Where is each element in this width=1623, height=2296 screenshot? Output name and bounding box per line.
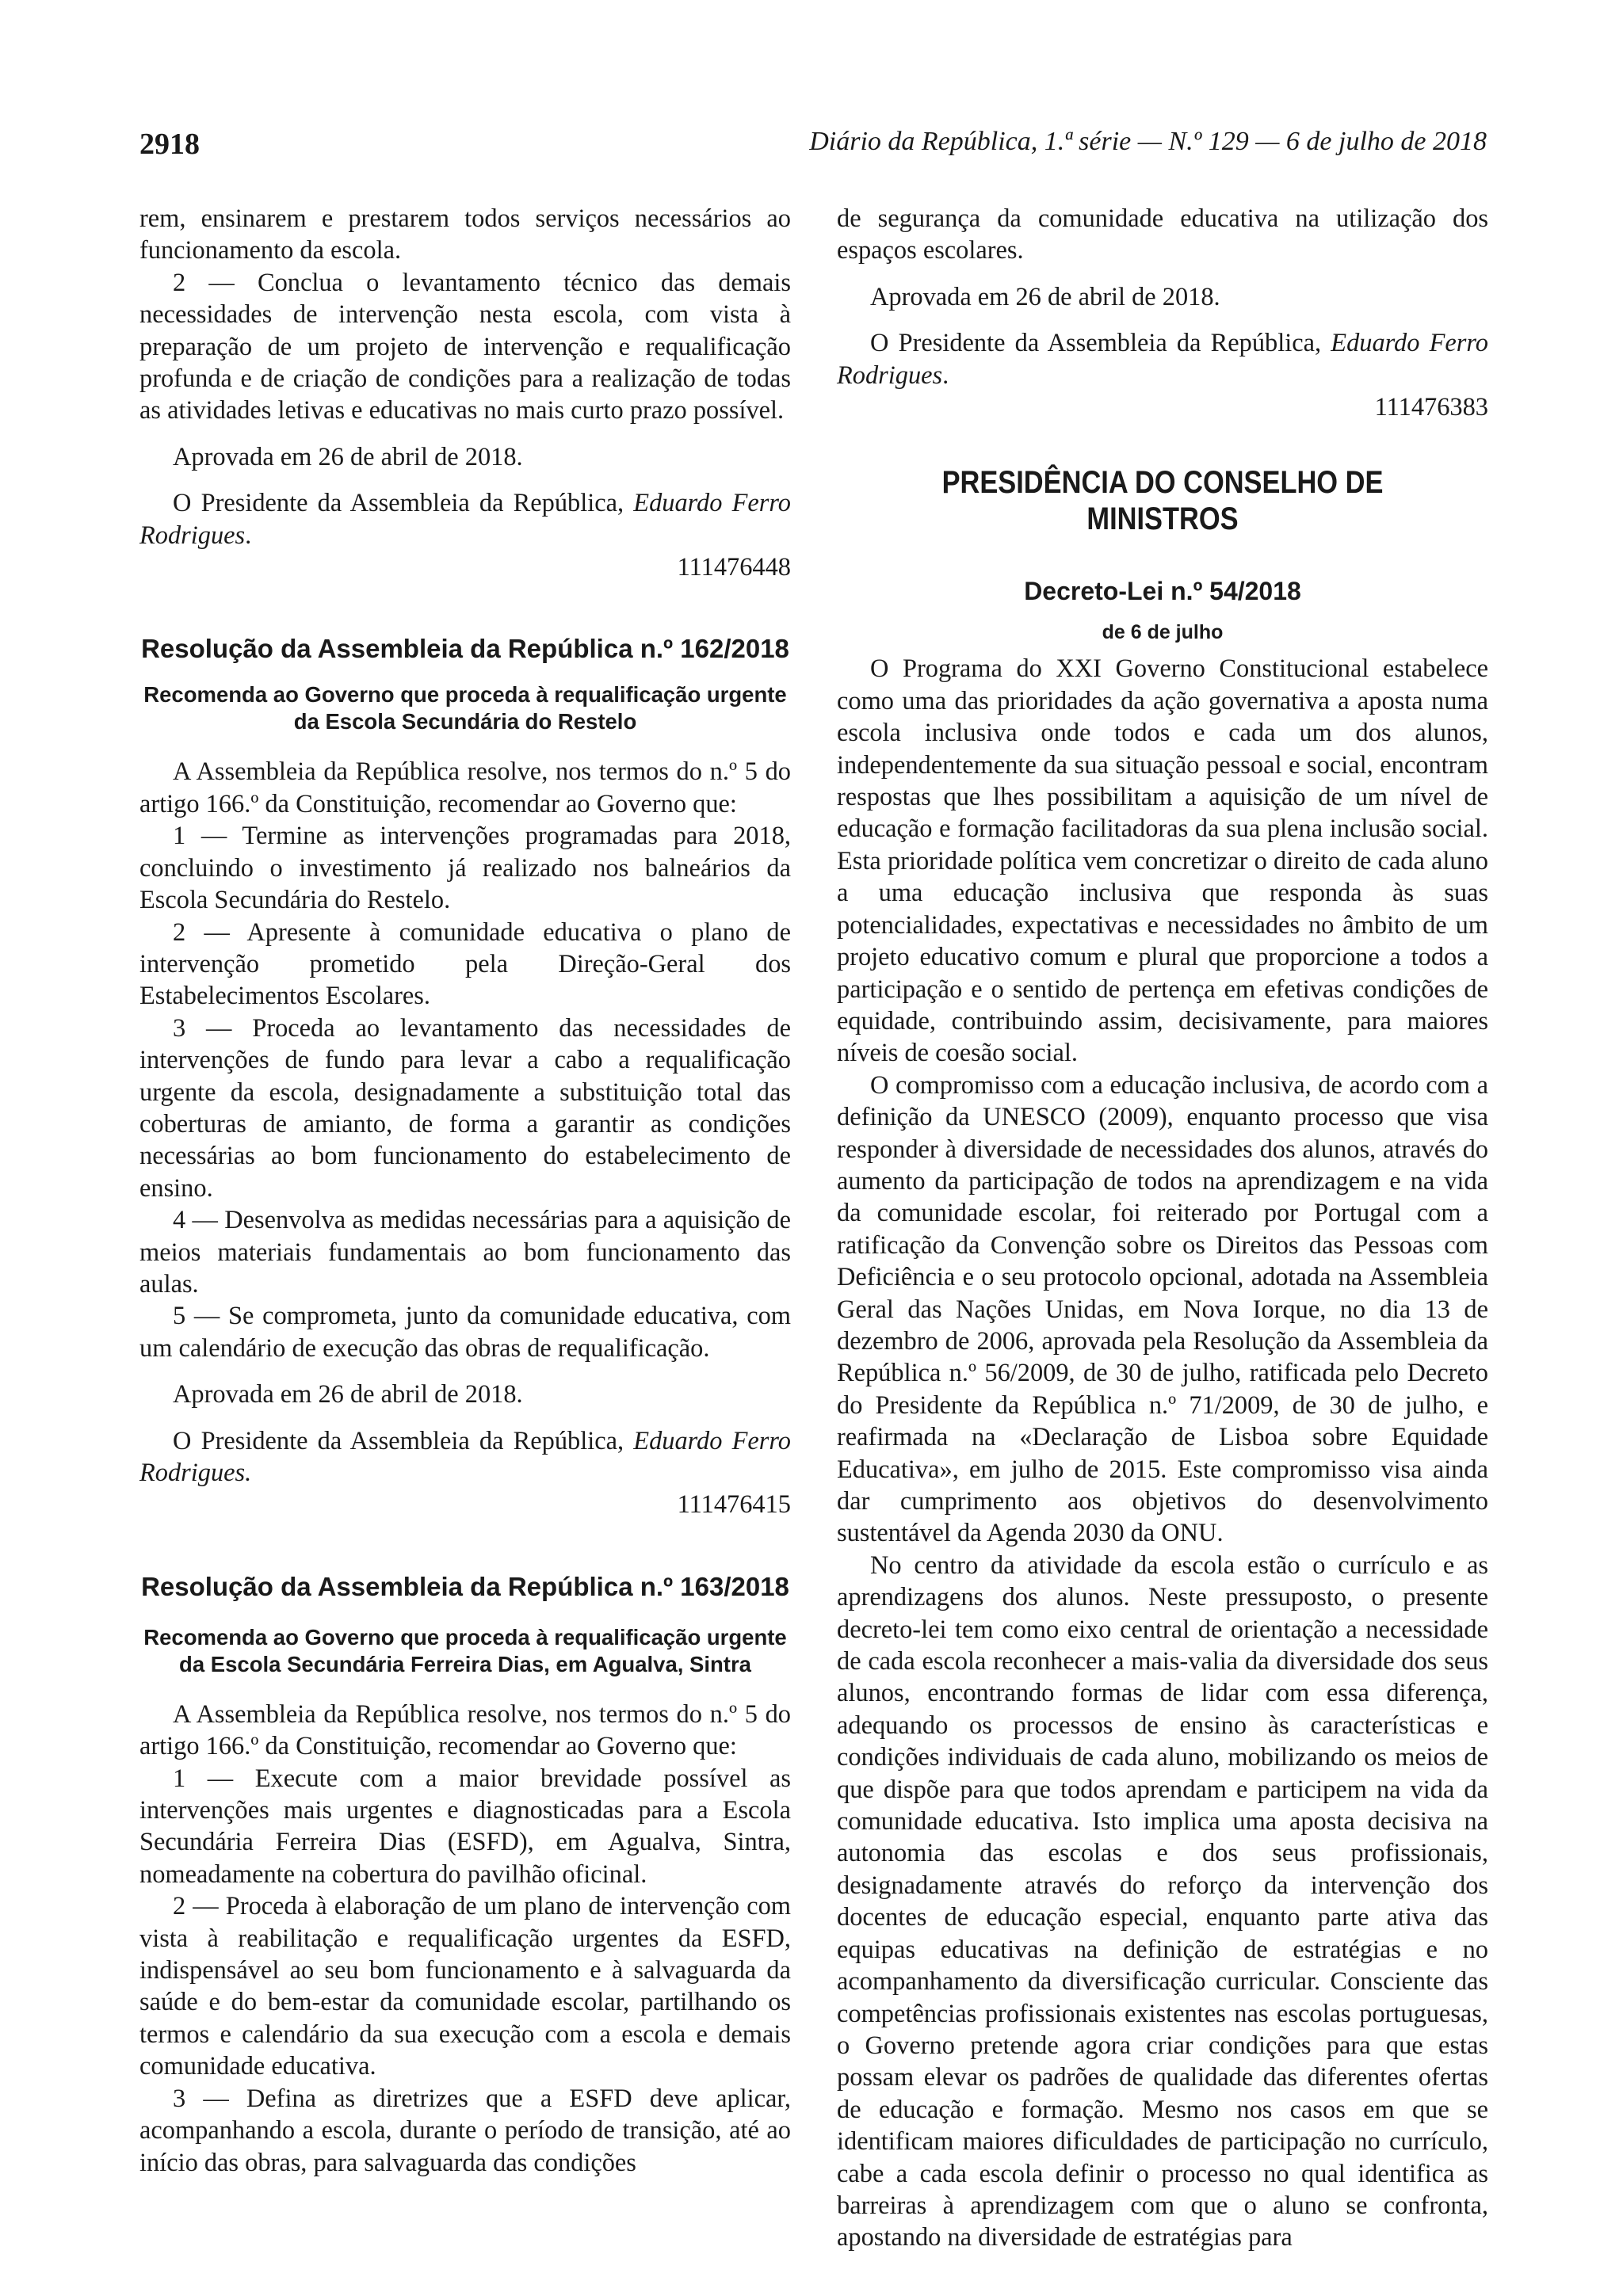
document-reference: 111476383 (1374, 393, 1488, 422)
paragraph: 2 — Conclua o levantamento técnico das demais necessidades de intervenção nesta escola, com vista à preparação de um projeto de intervenção e requalificação profunda e de criação de condições para a realização de todas as atividades letivas e educativas no mais curto prazo possível. (139, 268, 791, 425)
signature-prefix: O Presidente da Assembleia da República, (173, 489, 634, 518)
approval-date: Aprovada em 26 de abril de 2018. (870, 282, 1220, 311)
resolution-intro: A Assembleia da República resolve, nos termos do n.º 5 do artigo 166.º da Constituição, recomendar ao Governo que: (139, 757, 791, 818)
document-reference: 111476448 (677, 553, 791, 582)
resolution-item: 3 — Proceda ao levantamento das necessidades de intervenções de fundo para levar a cabo a requalificação urgente da escola, designadamente a substituição total das coberturas de amianto, de forma a garantir as condições necessárias ao bom funcionamento do estabelecimento de ensino. (139, 1013, 791, 1203)
signatory-name: Eduardo Ferro Rodrigues. (139, 1426, 791, 1487)
resolution-title: Resolução da Assembleia da República n.º 163/2018 (141, 1571, 789, 1601)
ministry-heading: PRESIDÊNCIA DO CONSELHO DE MINISTROS (941, 465, 1384, 537)
resolution-title: Resolução da Assembleia da República n.º 162/2018 (141, 634, 789, 664)
running-head: Diário da República, 1.ª série — N.º 129 — 6 de julho de 2018 (809, 127, 1487, 156)
resolution-item: 1 — Execute com a maior brevidade possível as intervenções mais urgentes e diagnosticadas para a Escola Secundária Ferreira Dias (ESFD), em Agualva, Sintra, nomeadamente na cobertura do pavilhão oficinal. (139, 1764, 791, 1889)
resolution-item: 1 — Termine as intervenções programadas para 2018, concluindo o investimento já realizado nos balneários da Escola Secundária do Restelo. (139, 822, 791, 915)
approval-date: Aprovada em 26 de abril de 2018. (173, 442, 523, 471)
decree-paragraph: O compromisso com a educação inclusiva, de acordo com a definição da UNESCO (2009), enquanto processo que visa responder à diversidade de necessidades dos alunos, através do aumento da participação de todos na aprendizagem e na vida da comunidade escolar, foi reiterado por Portugal com a ratificação da Convenção sobre os Direitos das Pessoas com Deficiência e o seu protocolo opcional, adotada na Assembleia Geral das Nações Unidas, em Nova Iorque, no dia 13 de dezembro de 2006, aprovada pela Resolução da Assembleia da República n.º 56/2009, de 30 de julho, ratificada pelo Decreto do Presidente da República n.º 71/2009, de 30 de julho, e reafirmada na «Declaração de Lisboa sobre Equidade Educativa», em julho de 2015. Este compromisso visa ainda dar cumprimento aos objetivos do desenvolvimento sustentável da Agenda 2030 da ONU. (837, 1070, 1488, 1548)
signature-prefix: O Presidente da Assembleia da República, (173, 1426, 634, 1455)
signatory-name: Eduardo Ferro Rodrigues (837, 329, 1488, 390)
signature-line: O Presidente da Assembleia da República, Eduardo Ferro Rodrigues. (837, 329, 1488, 390)
resolution-item: 5 — Se comprometa, junto da comunidade educativa, com um calendário de execução das obras de requalificação. (139, 1302, 791, 1363)
resolution-item: 2 — Apresente à comunidade educativa o plano de intervenção prometido pela Direção-Geral dos Estabelecimentos Escolares. (139, 917, 791, 1011)
paragraph-continued: de segurança da comunidade educativa na utilização dos espaços escolares. (837, 204, 1488, 265)
right-column (837, 203, 1488, 2254)
signature-prefix: O Presidente da Assembleia da República, (870, 329, 1331, 358)
decree-paragraph: O Programa do XXI Governo Constitucional estabelece como uma das prioridades da ação governativa a aposta numa escola inclusiva onde todos e cada um dos alunos, independentemente da sua situação pessoal e social, encontram respostas que lhes possibilitam a aquisição de um nível de educação e formação facilitadoras da sua plena inclusão social. Esta prioridade política vem concretizar o direito de cada aluno a uma educação inclusiva que responda às suas potencialidades, expectativas e necessidades no âmbito de um projeto educativo comum e plural que proporcione a todos a participação e o sentido de pertença em efetivas condições de equidade, contribuindo assim, decisivamente, para maiores níveis de coesão social. (837, 654, 1488, 1068)
signatory-name: Eduardo Ferro Rodrigues (139, 489, 791, 550)
resolution-intro: A Assembleia da República resolve, nos termos do n.º 5 do artigo 166.º da Constituição, recomendar ao Governo que: (139, 1699, 791, 1761)
approval-date: Aprovada em 26 de abril de 2018. (173, 1380, 523, 1409)
document-reference: 111476415 (677, 1490, 791, 1520)
resolution-item: 2 — Proceda à elaboração de um plano de intervenção com vista à reabilitação e requalificação urgentes da ESFD, indispensável ao seu bom funcionamento e à salvaguarda da saúde e do bem-estar da comunidade escolar, partilhando os termos e calendário da sua execução com a escola e demais comunidade educativa. (139, 1892, 791, 2081)
decree-title: Decreto-Lei n.º 54/2018 (1024, 577, 1301, 606)
signature-line (139, 1425, 791, 1489)
page-header (139, 127, 1487, 168)
decree-date: de 6 de julho (1102, 621, 1224, 644)
resolution-item: 4 — Desenvolva as medidas necessárias para a aquisição de meios materiais fundamentais ao bom funcionamento das aulas. (139, 1206, 791, 1299)
page-number: 2918 (139, 128, 200, 161)
decree-paragraph: No centro da atividade da escola estão o currículo e as aprendizagens dos alunos. Neste pressuposto, o presente decreto-lei tem como eixo central de orientação a necessidade de cada escola reconhecer a mais-valia da diversidade dos seus alunos, encontrando formas de lidar com essa diferença, adequando os processos de ensino às características e condições individuais de cada aluno, mobilizando os meios de que dispõe para que todos aprendam e participem na vida da comunidade educativa. Isto implica uma aposta decisiva na autonomia das escolas e dos seus profissionais, designadamente através do reforço da intervenção dos docentes de educação especial, enquanto parte ativa das equipas educativas na definição de estratégias e no acompanhamento da diversificação curricular. Consciente das competências profissionais existentes nas escolas portuguesas, o Governo pretende agora criar condições para que estas possam elevar os padrões de qualidade das diferentes ofertas de educação e formação. Mesmo nos casos em que se identificam maiores dificuldades de participação no currículo, cabe a cada escola definir o processo no qual identifica as barreiras à aprendizagem com que o aluno se confronta, apostando na diversidade de estratégias para (837, 1550, 1488, 2252)
resolution-subtitle: Recomenda ao Governo que proceda à requalificação urgente da Escola Secundária do Restelo (143, 682, 787, 734)
signature-line: O Presidente da Assembleia da República, Eduardo Ferro Rodrigues. (139, 489, 791, 550)
left-column (139, 203, 791, 2179)
resolution-item: 3 — Defina as diretrizes que a ESFD deve aplicar, acompanhando a escola, durante o período de transição, até ao início das obras, para salvaguarda das condições (139, 2084, 791, 2177)
paragraph-continued: rem, ensinarem e prestarem todos serviços necessários ao funcionamento da escola. (139, 204, 791, 265)
resolution-subtitle: Recomenda ao Governo que proceda à requalificação urgente da Escola Secundária Ferreira Dias, em Agualva, Sintra (143, 1624, 787, 1676)
